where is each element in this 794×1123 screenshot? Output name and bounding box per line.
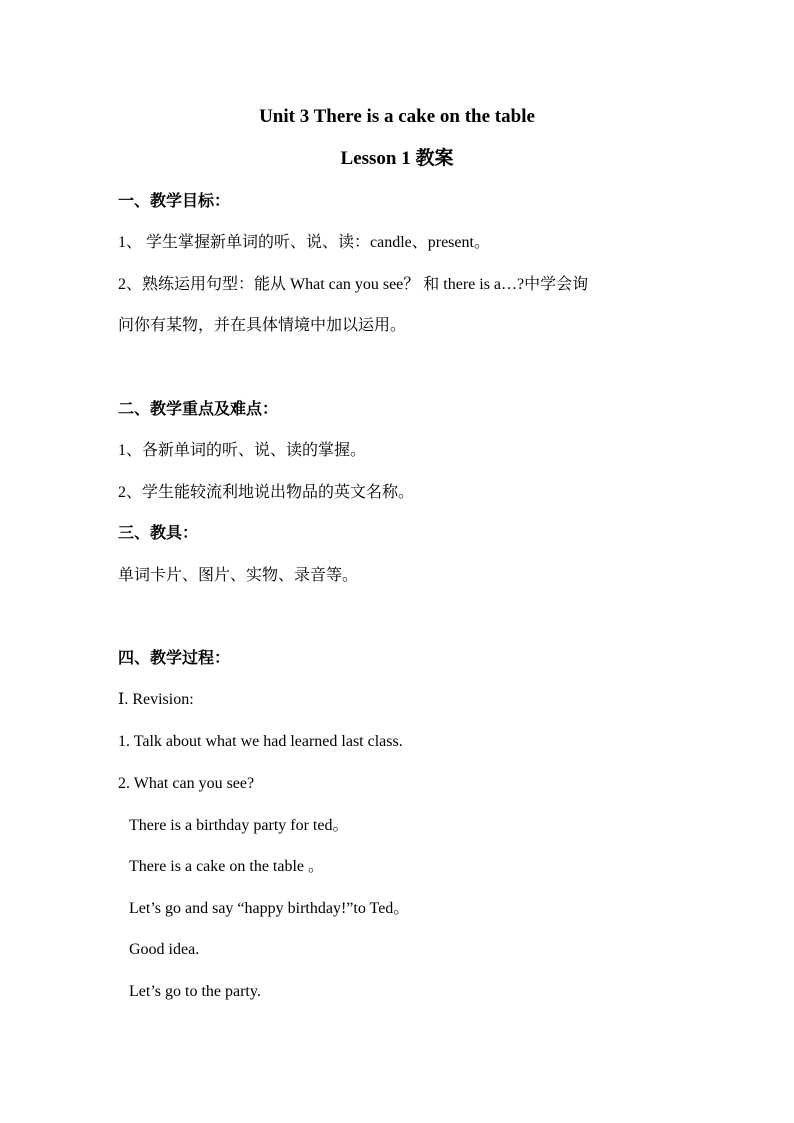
materials-line: 单词卡片、图片、实物、录音等。 [118, 567, 359, 584]
revision-label: Ⅰ. Revision: [118, 691, 194, 708]
process-item-1: 1. Talk about what we had learned last class. [118, 733, 403, 750]
objective-line-2a: 2、熟练运用句型：能从 What can you see？ 和 there is a…?中学会询 [118, 276, 589, 293]
objective-line-1: 1、 学生掌握新单词的听、说、读：candle、present。 [118, 234, 490, 251]
process-item-2: 2. What can you see? [118, 775, 255, 792]
dialogue-line-1: There is a birthday party for ted。 [129, 817, 349, 834]
key-point-line-1: 1、各新单词的听、说、读的掌握。 [118, 442, 367, 459]
objective-line-2b: 问你有某物，并在具体情境中加以运用。 [118, 317, 407, 334]
page-subtitle: Lesson 1 教案 [340, 148, 454, 169]
dialogue-line-2: There is a cake on the table 。 [129, 858, 325, 875]
key-point-line-2: 2、学生能较流利地说出物品的英文名称。 [118, 484, 415, 501]
page-title: Unit 3 There is a cake on the table [259, 106, 535, 127]
section-heading-key-points: 二、教学重点及难点： [118, 401, 279, 418]
dialogue-line-5: Let’s go to the party. [129, 983, 261, 1000]
dialogue-line-3: Let’s go and say “happy birthday!”to Ted。 [129, 900, 410, 917]
dialogue-line-4: Good idea. [129, 941, 200, 958]
section-heading-materials: 三、教具： [118, 525, 199, 542]
section-heading-objectives: 一、教学目标： [118, 193, 231, 210]
section-heading-process: 四、教学过程： [118, 650, 231, 667]
